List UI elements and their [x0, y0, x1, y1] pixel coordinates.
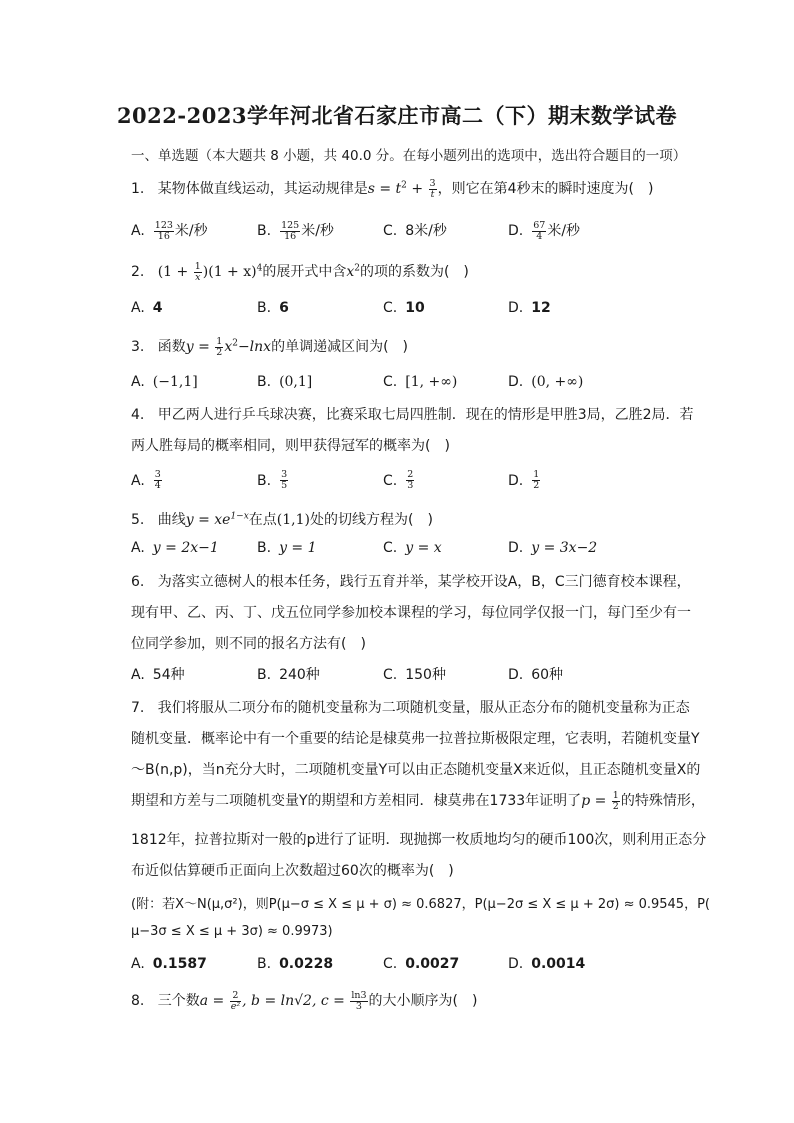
option-text: 60种 [531, 667, 564, 683]
question-6 [131, 571, 691, 591]
option-label: A. [131, 472, 145, 489]
question-text: 的项的系数为( ) [359, 264, 469, 280]
question-4 [131, 404, 694, 424]
option-text: 0.0014 [531, 956, 586, 972]
numerator: 3 [154, 469, 161, 480]
denominator: 3 [355, 1000, 362, 1012]
option-b[interactable] [257, 374, 312, 390]
question-text: 某物体做直线运动，其运动规律是 [157, 181, 368, 197]
option-a[interactable] [131, 300, 163, 316]
option-label: D. [508, 223, 524, 239]
option-b[interactable] [257, 220, 334, 242]
option-label: B. [257, 956, 272, 972]
denominator: 4 [536, 230, 543, 242]
question-6-cont: 位同学参加，则不同的报名方法有( ) [131, 636, 366, 652]
formula: p = [581, 793, 611, 809]
option-label: C. [383, 667, 398, 683]
option-label: A. [131, 667, 145, 683]
denominator: 16 [284, 230, 297, 242]
option-text: 0.1587 [152, 956, 207, 972]
option-label: B. [257, 300, 272, 316]
option-label: A. [131, 223, 145, 239]
options-q4 [131, 470, 691, 492]
option-text: 12 [531, 300, 551, 316]
question-text: ，则它在第4秒末的瞬时速度为( ) [437, 181, 654, 197]
numerator: 123 [154, 219, 173, 231]
option-text: (0,1] [279, 374, 313, 390]
option-a[interactable] [131, 664, 185, 684]
question-7-cont: 随机变量．概率论中有一个重要的结论是棣莫弗一拉普拉斯极限定理，它表明，若随机变量Y [131, 731, 700, 747]
fraction [215, 337, 223, 358]
question-7-cont: 布近似估算硬币正面向上次数超过60次的概率为( ) [131, 863, 454, 879]
option-label: C. [383, 374, 398, 390]
option-text: y = x [405, 540, 442, 556]
option-label: A. [131, 540, 145, 556]
option-label: C. [383, 300, 398, 316]
option-b[interactable] [257, 300, 289, 316]
fraction [350, 991, 367, 1012]
question-7-note: μ−3σ ≤ X ≤ μ + 3σ) ≈ 0.9973) [131, 924, 333, 939]
option-label: A. [131, 374, 145, 390]
denominator: t [430, 188, 435, 200]
option-unit: 米/秒 [301, 223, 334, 239]
fraction [406, 470, 414, 491]
numerator: 1 [612, 789, 619, 801]
option-d[interactable] [508, 540, 597, 556]
options-q5 [131, 540, 691, 562]
formula: x [346, 264, 355, 280]
formula: s = t [367, 181, 402, 197]
options-q2 [131, 300, 691, 322]
option-text: 8米/秒 [405, 223, 447, 239]
question-number: 6. [131, 574, 145, 590]
fraction [429, 179, 437, 200]
question-text: 处的切线方程为( ) [310, 512, 433, 528]
option-d[interactable] [508, 664, 563, 684]
question-text: 的大小顺序为( ) [368, 993, 478, 1009]
denominator: 16 [157, 230, 170, 242]
question-7-cont: ～B(n,p)，当n充分大时，二项随机变量Y可以由正态随机变量X来近似，且正态随机变量X的 [131, 762, 701, 778]
option-d[interactable] [508, 956, 585, 972]
option-c[interactable] [383, 300, 425, 316]
option-label: D. [508, 374, 524, 390]
option-c[interactable] [383, 540, 442, 556]
question-text: 在点 [248, 512, 277, 528]
formula: , b = ln√2, c = [242, 993, 350, 1009]
option-c[interactable] [383, 220, 447, 240]
option-b[interactable] [257, 664, 320, 684]
question-1 [131, 178, 653, 200]
denominator: 2 [533, 480, 540, 491]
option-unit: 米/秒 [547, 223, 581, 239]
fraction [532, 470, 540, 491]
fraction [280, 221, 300, 242]
option-label: D. [508, 540, 524, 556]
option-text: 6 [279, 300, 289, 316]
option-label: D. [508, 300, 524, 316]
question-text: 的特殊情形， [620, 793, 705, 809]
fraction [230, 991, 241, 1012]
option-label: B. [257, 374, 272, 390]
section-heading: 一、单选题（本大题共 8 小题，共 40.0 分。在每小题列出的选项中，选出符合题目的一项） [131, 148, 687, 164]
question-5 [131, 509, 433, 529]
formula: y = [185, 339, 215, 355]
numerator: 125 [281, 219, 300, 231]
option-b[interactable] [257, 540, 317, 556]
option-a[interactable] [131, 540, 219, 556]
exponent: 4 [256, 263, 263, 274]
formula: a = [199, 993, 229, 1009]
option-text: 54种 [152, 667, 185, 683]
option-text: y = 1 [279, 540, 317, 556]
question-number: 2. [131, 264, 145, 280]
fraction [194, 262, 202, 283]
question-3 [131, 336, 408, 358]
option-text: (0, +∞) [531, 374, 584, 390]
option-text: 4 [152, 300, 163, 316]
formula: (1 + [157, 264, 193, 280]
option-a[interactable] [131, 470, 163, 491]
question-text: 曲线 [157, 512, 186, 528]
denominator: 3 [407, 480, 414, 491]
option-text: 10 [405, 300, 425, 316]
options-q3 [131, 374, 691, 396]
denominator: x [195, 271, 201, 283]
options-q7 [131, 956, 691, 978]
option-label: B. [257, 667, 272, 683]
question-text: 为落实立德树人的根本任务，践行五育并举，某学校开设A，B，C三门德育校本课程， [157, 574, 691, 590]
fraction [154, 470, 162, 491]
options-q1 [131, 220, 691, 242]
option-label: D. [508, 667, 524, 683]
option-a[interactable] [131, 374, 198, 390]
question-number: 7. [131, 700, 145, 716]
option-label: A. [131, 300, 145, 316]
option-text: 240种 [279, 667, 320, 683]
formula: (1,1) [276, 512, 310, 528]
question-text: 甲乙两人进行乒乓球决赛，比赛采取七局四胜制．现在的情形是甲胜3局，乙胜2局．若 [157, 407, 694, 423]
numerator: 3 [281, 469, 288, 480]
numerator: 2 [230, 991, 241, 1002]
option-c[interactable] [383, 470, 415, 491]
numerator: 3 [429, 177, 436, 189]
question-7-cont [131, 790, 705, 812]
option-label: D. [508, 956, 524, 972]
option-c[interactable] [383, 956, 459, 972]
option-label: C. [383, 540, 398, 556]
exponent: 1−x [230, 511, 249, 522]
formula-plus: + [406, 181, 428, 197]
denominator: e² [230, 1000, 241, 1012]
option-d[interactable] [508, 470, 541, 491]
denominator: 2 [612, 800, 619, 812]
question-text: 的单调递减区间为( ) [271, 339, 409, 355]
option-text: [1, +∞) [405, 374, 458, 390]
option-label: D. [508, 472, 524, 489]
option-text: 150种 [405, 667, 446, 683]
option-d[interactable] [508, 374, 583, 390]
question-number: 5. [131, 512, 145, 528]
option-b[interactable] [257, 470, 289, 491]
fraction [612, 791, 620, 812]
exponent: 2 [401, 180, 407, 191]
numerator: 1 [533, 469, 540, 480]
question-7-cont: 1812年，拉普拉斯对一般的p进行了证明．现抛掷一枚质地均匀的硬币100次，则利用正态分 [131, 832, 707, 848]
option-text: y = 2x−1 [152, 540, 219, 556]
option-c[interactable] [383, 374, 457, 390]
question-number: 3. [131, 339, 145, 355]
option-text: 0.0027 [405, 956, 460, 972]
exponent: 2 [232, 338, 238, 349]
denominator: 2 [216, 346, 223, 358]
question-8 [131, 990, 477, 1012]
option-text: (−1,1] [152, 374, 198, 390]
option-d[interactable] [508, 220, 580, 242]
question-number: 8. [131, 993, 145, 1009]
page-title: 2022-2023学年河北省石家庄市高二（下）期末数学试卷 [116, 103, 678, 128]
option-label: C. [383, 223, 398, 239]
fraction [532, 221, 546, 242]
numerator: 2 [407, 469, 414, 480]
question-7 [131, 697, 690, 717]
question-number: 1. [131, 181, 145, 197]
denominator: 5 [281, 480, 288, 491]
formula: )(1 + x) [202, 264, 257, 280]
option-text: 0.0228 [279, 956, 334, 972]
question-text: 函数 [157, 339, 186, 355]
option-d[interactable] [508, 300, 551, 316]
question-2 [131, 261, 469, 283]
question-number: 4. [131, 407, 145, 423]
numerator: 67 [533, 219, 546, 231]
option-label: B. [257, 472, 272, 489]
exponent: 2 [354, 263, 360, 274]
numerator: 1 [216, 335, 223, 347]
question-text: 我们将服从二项分布的随机变量称为二项随机变量，服从正态分布的随机变量称为正态 [157, 700, 690, 716]
option-a[interactable] [131, 220, 208, 242]
question-text: 三个数 [157, 993, 200, 1009]
formula: y = xe [185, 512, 231, 528]
option-c[interactable] [383, 664, 446, 684]
question-6-cont: 现有甲、乙、丙、丁、戊五位同学参加校本课程的学习，每位同学仅报一门，每门至少有一 [131, 605, 691, 621]
numerator: 1 [194, 260, 201, 272]
option-label: A. [131, 956, 145, 972]
option-a[interactable] [131, 956, 207, 972]
question-text: 的展开式中含 [262, 264, 347, 280]
option-text: y = 3x−2 [531, 540, 598, 556]
fraction [280, 470, 288, 491]
option-label: B. [257, 223, 272, 239]
option-label: B. [257, 540, 272, 556]
option-unit: 米/秒 [174, 223, 208, 239]
option-label: C. [383, 956, 398, 972]
denominator: 4 [154, 480, 161, 491]
question-4-cont: 两人胜每局的概率相同，则甲获得冠军的概率为( ) [131, 438, 450, 454]
formula: −lnx [237, 339, 272, 355]
option-b[interactable] [257, 956, 333, 972]
question-7-note: (附：若X～N(μ,σ²)，则P(μ−σ ≤ X ≤ μ + σ) ≈ 0.6827，P(μ−2σ ≤ X ≤ μ + 2σ) ≈ 0.9545，P( [131, 897, 710, 912]
numerator: ln3 [351, 989, 367, 1001]
formula: x [224, 339, 233, 355]
options-q6 [131, 664, 691, 686]
question-text: 期望和方差与二项随机变量Y的期望和方差相同．棣莫弗在1733年证明了 [131, 793, 582, 809]
fraction [154, 221, 174, 242]
option-label: C. [383, 472, 398, 489]
